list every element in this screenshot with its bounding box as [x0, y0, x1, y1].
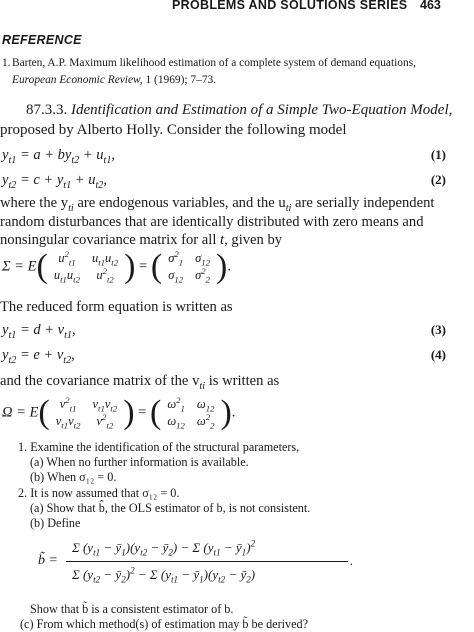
- reference-journal: European Economic Review,: [12, 74, 143, 86]
- equation-2-tag: (2): [430, 172, 446, 187]
- equation-2: $y_{t2} = c + y_{t1} + u_{t2}$, (2): [2, 172, 446, 191]
- model-description: where the $y_{ti}$ are endogenous variables, and the $u_{ti}$ are serially independent random disturbances that are identically distributed with zero means and nonsingular covariance matrix for all t, given by: [0, 195, 435, 248]
- equation-3-tag: (3): [430, 322, 446, 337]
- equation-3: $y_{t1} = d + v_{t1}$, (3): [2, 322, 446, 341]
- question-1a: (a) When no further information is available.: [30, 455, 249, 469]
- equation-4: $y_{t2} = e + v_{t2}$, (4): [2, 347, 446, 366]
- show-consistent: Show that b̃ is a consistent estimator of b.: [30, 602, 234, 616]
- problem-title: Identification and Estimation of a Simple Two-Equation Model,: [71, 102, 453, 118]
- reference-heading: REFERENCE: [2, 33, 82, 47]
- question-2b: (b) Define: [30, 516, 81, 530]
- question-2a: (a) Show that b̂, the OLS estimator of b, is not consistent.: [30, 501, 311, 515]
- reference-item: [2, 55, 452, 89]
- estimator-formula: b̃ = Σ ($y_{t1}$ − $ȳ_1)(y_{t2}$ − $ȳ_2) - \Sigma$ ($y_{t1}$ − $ȳ_1)^2$ Σ ($y_{t2}$ − $ȳ_2)^2 - \Sigma$ ($y_{t1}$ − $ȳ_1)(y_{t2}$ − $ȳ_2$) .: [38, 538, 354, 585]
- equation-1: $y_{t1} = a + by_{t2} + u_{t1}$, (1): [2, 147, 446, 166]
- running-header: [0, 0, 474, 12]
- reference-number: 1.: [2, 57, 11, 69]
- sigma-covariance: Σ = E( $u^2_{t1}$ $u_{t1}u_{t2}$ $u_{t1}u_{t2}$ $u^2_{t2}$ ) = ( $\sigma^2_1$ $\sigma_{12}$ $\sigma_{12}$ $\sigma^2_2$ ).: [2, 248, 231, 285]
- series-title: PROBLEMS AND SOLUTIONS SERIES: [172, 0, 408, 12]
- question-1: 1. Examine the identification of the structural parameters,: [18, 440, 300, 454]
- problem-number: 87.3.3.: [26, 102, 68, 118]
- reference-text: Barten, A.P. Maximum likelihood estimation of a complete system of demand equations,: [12, 57, 416, 69]
- question-1b: (b) When σ₁₂ = 0.: [30, 470, 117, 484]
- equation-4-tag: (4): [430, 347, 446, 362]
- reference-tail: 1 (1969); 7–73.: [145, 74, 217, 86]
- equation-1-tag: (1): [430, 147, 446, 162]
- omega-covariance: Ω = E( $v^2_{t1}$ $v_{t1}v_{t2}$ $v_{t1}v_{t2}$ $v^2_{t2}$ ) = ( $\omega^2_1$ $\omega_{12}$ $\omega_{12}$ $\omega^2_2$ ).: [2, 394, 236, 431]
- covariance-intro: and the covariance matrix of the $v_{ti}$ is written as: [0, 373, 280, 392]
- problem-intro: proposed by Alberto Holly. Consider the following model: [0, 122, 347, 138]
- page-number: 463: [420, 0, 441, 12]
- question-2: 2. It is now assumed that σ₁₂ = 0.: [18, 486, 180, 500]
- problem-title-line: [26, 101, 466, 119]
- question-2c: (c) From which method(s) of estimation may b̃ be derived?: [20, 617, 309, 631]
- reduced-form-text: The reduced form equation is written as: [0, 299, 233, 315]
